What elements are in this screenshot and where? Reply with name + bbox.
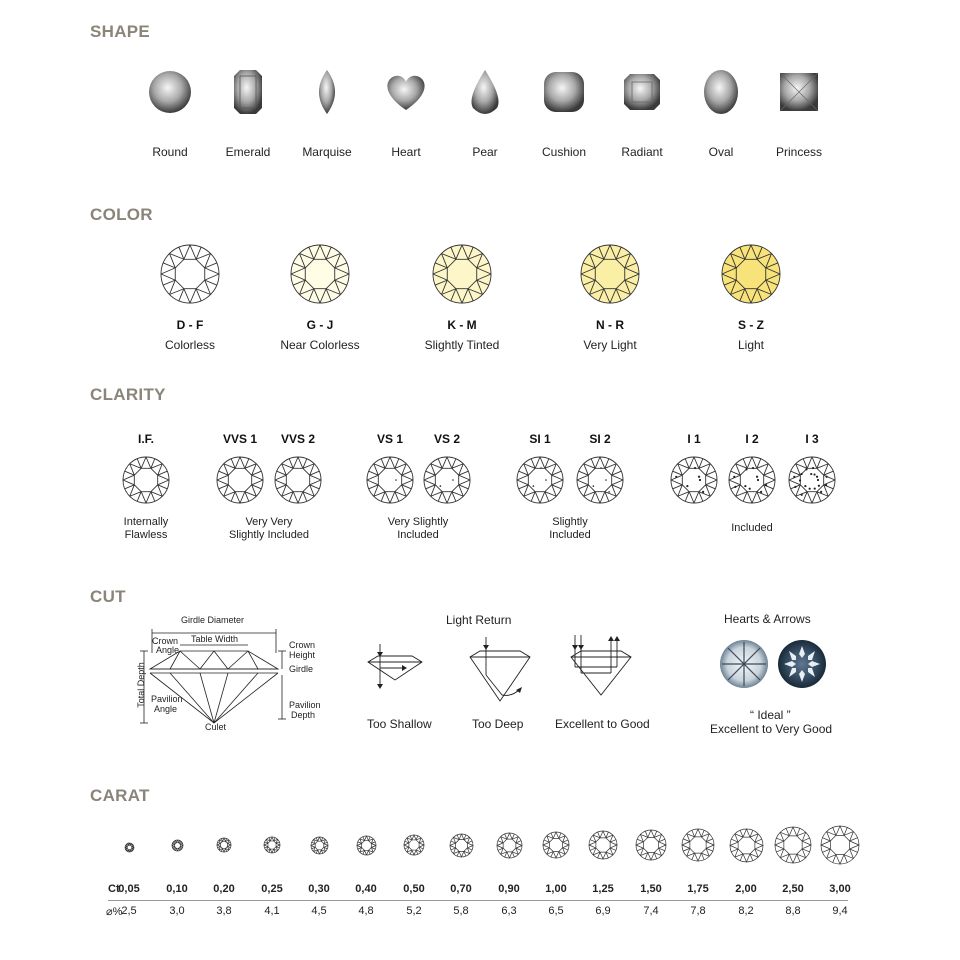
shape-oval-icon xyxy=(693,64,749,120)
section-title-carat: CARAT xyxy=(90,786,150,805)
clarity-grade: VS 1 xyxy=(376,432,403,446)
too-deep-label: Too Deep xyxy=(472,717,524,731)
carat-diamond-icon xyxy=(356,835,377,856)
color-diamond-icon xyxy=(432,244,492,304)
section-title-shape: SHAPE xyxy=(90,22,151,41)
carat-diameter-value: 3,8 xyxy=(216,905,232,917)
carat-diameter-value: 2,5 xyxy=(121,905,137,917)
carat-ct-value: 0,25 xyxy=(261,883,283,895)
color-label: Light xyxy=(737,338,765,352)
label-crown-height-2: Height xyxy=(289,650,316,660)
hearts-arrows-label: Hearts & Arrows xyxy=(724,612,811,626)
clarity-diamond-icon xyxy=(366,456,414,504)
color-label: Colorless xyxy=(164,338,215,352)
shape-label: Heart xyxy=(391,145,421,159)
carat-ct-label: Ct xyxy=(108,883,120,895)
light-return-label: Light Return xyxy=(446,613,512,627)
color-grade: G - J xyxy=(306,318,334,332)
label-pavilion-depth-2: Depth xyxy=(291,710,316,720)
shape-label: Pear xyxy=(472,145,498,159)
carat-ct-value: 0,50 xyxy=(403,883,425,895)
carat-diameter-value: 4,5 xyxy=(311,905,327,917)
label-pavilion-depth-1: Pavilion xyxy=(289,700,321,710)
clarity-grade: VVS 1 xyxy=(222,432,258,446)
shape-pear-icon xyxy=(457,64,513,120)
carat-ct-value: 0,70 xyxy=(450,883,472,895)
color-label: Slightly Tinted xyxy=(424,338,500,352)
shape-label: Radiant xyxy=(621,145,663,159)
clarity-diamond-icon xyxy=(122,456,170,504)
ideal-sub-label: Excellent to Very Good xyxy=(710,722,833,736)
section-title-cut: CUT xyxy=(90,587,126,606)
hearts-arrows-image xyxy=(718,638,828,690)
too-shallow-diagram xyxy=(360,640,430,700)
clarity-grade: VVS 2 xyxy=(280,432,316,446)
clarity-group-label: Internally xyxy=(123,516,169,528)
shape-cushion-icon xyxy=(536,64,592,120)
shape-princess-icon xyxy=(771,64,827,120)
clarity-diamond-icon xyxy=(788,456,836,504)
carat-diameter-value: 6,3 xyxy=(501,905,517,917)
carat-diamond-icon xyxy=(216,837,232,853)
carat-diamond-icon xyxy=(588,830,618,860)
color-label: Very Light xyxy=(583,338,637,352)
carat-diameter-value: 4,8 xyxy=(358,905,374,917)
clarity-group-label: Flawless xyxy=(124,529,168,541)
carat-diameter-value: 6,9 xyxy=(595,905,611,917)
clarity-diamond-icon xyxy=(728,456,776,504)
carat-diamond-icon xyxy=(635,829,667,861)
excellent-diagram xyxy=(565,633,637,703)
color-label: Near Colorless xyxy=(280,338,360,352)
shape-round-icon xyxy=(142,64,198,120)
carat-ct-value: 2,00 xyxy=(735,883,757,895)
carat-ct-value: 0,20 xyxy=(213,883,235,895)
carat-diamond-icon xyxy=(263,836,281,854)
clarity-diamond-icon xyxy=(274,456,322,504)
carat-diamond-icon xyxy=(496,832,523,859)
label-total-depth: Total Depth xyxy=(135,662,146,708)
color-grade: N - R xyxy=(596,318,624,332)
clarity-group-label: Included xyxy=(397,529,439,541)
clarity-group-label: Very Very xyxy=(245,516,293,528)
ideal-label: “ Ideal ” xyxy=(750,708,791,722)
shape-radiant-icon xyxy=(614,64,670,120)
carat-ct-value: 0,90 xyxy=(498,883,520,895)
label-girdle: Girdle xyxy=(289,664,314,674)
carat-diamond-icon xyxy=(124,840,135,851)
carat-ct-value: 1,75 xyxy=(687,883,709,895)
clarity-group-label: Very Slightly xyxy=(387,516,449,528)
clarity-grade: VS 2 xyxy=(433,432,460,446)
label-pavilion-angle-2: Angle xyxy=(154,704,178,714)
too-deep-diagram xyxy=(462,635,537,710)
carat-diamond-icon xyxy=(729,828,764,863)
shape-label: Marquise xyxy=(302,145,352,159)
carat-ct-value: 1,25 xyxy=(592,883,614,895)
carat-diamond-icon xyxy=(774,826,812,864)
clarity-grade: I.F. xyxy=(137,432,154,446)
clarity-grade: SI 2 xyxy=(589,432,611,446)
clarity-diamond-icon xyxy=(216,456,264,504)
carat-ct-value: 1,00 xyxy=(545,883,567,895)
carat-diameter-value: 5,2 xyxy=(406,905,422,917)
carat-ct-value: 0,30 xyxy=(308,883,330,895)
clarity-grade: I 1 xyxy=(687,432,701,446)
carat-diameter-value: 8,8 xyxy=(785,905,801,917)
carat-diameter-value: 7,4 xyxy=(643,905,659,917)
carat-diamond-icon xyxy=(820,825,860,865)
clarity-grade: I 3 xyxy=(805,432,819,446)
carat-diameter-value: 3,0 xyxy=(169,905,185,917)
carat-diameter-value: 7,8 xyxy=(690,905,706,917)
color-diamond-icon xyxy=(580,244,640,304)
clarity-group-label: Slightly xyxy=(552,516,588,528)
label-crown-height-1: Crown xyxy=(289,640,316,650)
section-title-color: COLOR xyxy=(90,205,153,224)
shape-label: Princess xyxy=(775,145,822,159)
shape-label: Oval xyxy=(708,145,734,159)
color-grade: K - M xyxy=(447,318,477,332)
carat-diamond-icon xyxy=(403,834,425,856)
label-crown-angle-1: Crown xyxy=(152,636,179,646)
carat-diameter-value: 6,5 xyxy=(548,905,564,917)
clarity-group-label: Included xyxy=(731,522,773,534)
clarity-grade: I 2 xyxy=(745,432,759,446)
label-table-width: Table Width xyxy=(191,634,239,644)
clarity-diamond-icon xyxy=(423,456,471,504)
clarity-diamond-icon xyxy=(516,456,564,504)
color-diamond-icon xyxy=(290,244,350,304)
excellent-label: Excellent to Good xyxy=(555,717,650,731)
carat-diameter-label: ⌀% xyxy=(106,906,123,918)
shape-emerald-icon xyxy=(220,64,276,120)
color-grade: S - Z xyxy=(738,318,764,332)
shape-marquise-icon xyxy=(299,64,355,120)
clarity-group-label: Included xyxy=(549,529,591,541)
carat-ct-value: 0,10 xyxy=(166,883,188,895)
label-pavilion-angle-1: Pavilion xyxy=(151,694,183,704)
label-culet: Culet xyxy=(205,722,227,732)
shape-label: Round xyxy=(152,145,188,159)
color-grade: D - F xyxy=(176,318,204,332)
carat-diameter-value: 4,1 xyxy=(264,905,280,917)
carat-ct-value: 0,05 xyxy=(118,883,140,895)
clarity-group-label: Slightly Included xyxy=(228,529,310,541)
carat-diamond-icon xyxy=(171,839,184,852)
carat-ct-value: 0,40 xyxy=(355,883,377,895)
carat-diamond-icon xyxy=(681,828,715,862)
shape-heart-icon xyxy=(378,64,434,120)
carat-diamond-icon xyxy=(542,831,570,859)
color-diamond-icon xyxy=(160,244,220,304)
carat-diameter-value: 5,8 xyxy=(453,905,469,917)
shape-label: Emerald xyxy=(225,145,271,159)
clarity-grade: SI 1 xyxy=(529,432,551,446)
carat-diameter-value: 8,2 xyxy=(738,905,754,917)
clarity-diamond-icon xyxy=(670,456,718,504)
shape-label: Cushion xyxy=(541,145,587,159)
clarity-diamond-icon xyxy=(576,456,624,504)
label-crown-angle-2: Angle xyxy=(156,645,180,655)
carat-ct-value: 3,00 xyxy=(829,883,851,895)
section-title-clarity: CLARITY xyxy=(90,385,166,404)
color-diamond-icon xyxy=(721,244,781,304)
carat-diamond-icon xyxy=(310,836,329,855)
carat-diamond-icon xyxy=(449,833,474,858)
carat-ct-value: 1,50 xyxy=(640,883,662,895)
too-shallow-label: Too Shallow xyxy=(367,717,432,731)
carat-diameter-value: 9,4 xyxy=(832,905,848,917)
carat-ct-value: 2,50 xyxy=(782,883,804,895)
label-girdle-diameter: Girdle Diameter xyxy=(181,615,245,625)
carat-divider xyxy=(108,900,848,901)
